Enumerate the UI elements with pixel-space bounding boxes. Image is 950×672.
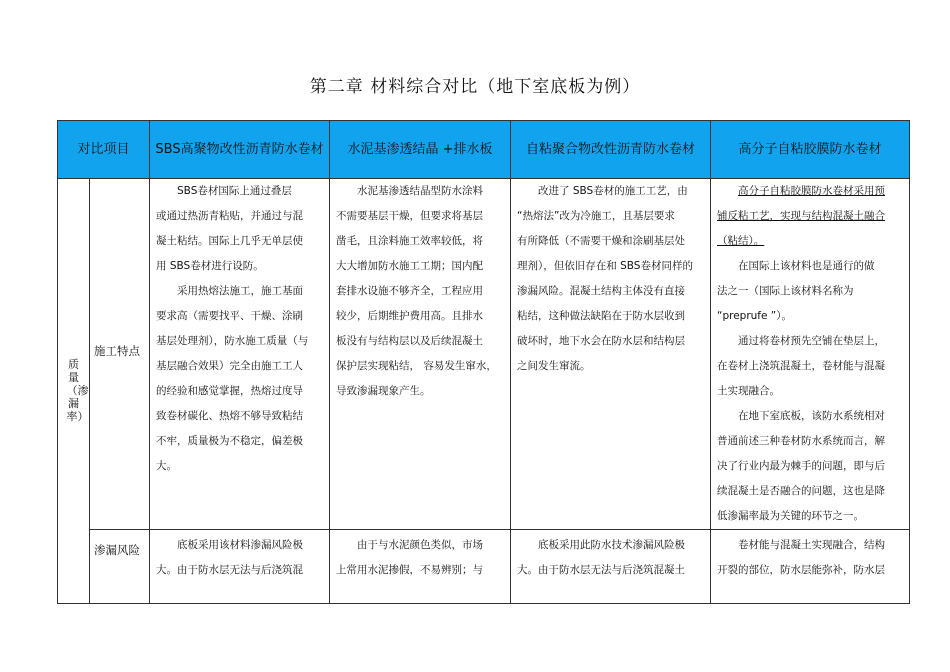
header-polymer: 高分子自粘胶膜防水卷材 [711, 121, 910, 179]
table-row [58, 179, 910, 530]
table-header-row [58, 121, 910, 179]
comparison-table [57, 120, 910, 604]
header-cement: 水泥基渗透结晶 +排水板 [330, 121, 511, 179]
header-self-adhesive: 自粘聚合物改性沥青防水卷材 [511, 121, 711, 179]
cell-sbs-construction: SBS卷材国际上通过叠层 或通过热沥青粘贴，并通过与混 凝土粘结。国际上几乎无单层使 用 SBS卷材进行设防。 采用热熔法施工，施工基面 要求高（需要找平、干燥、涂刷 基层处理剂），防水施工质量（与 基层融合效果）完全由施工工人 的经验和感觉掌握，热熔过度导 致卷材碳化、热熔不够导致粘结 不牢，质量极为不稳定，偏差极 大。 [150, 179, 330, 530]
cell-cement-risk: 由于与水泥颜色类似，市场 上常用水泥掺假，不易辨别；与 [330, 530, 511, 604]
category-label: 质量（渗漏率） [66, 358, 89, 423]
table-row [58, 530, 910, 604]
cell-polymer-construction: 高分子自粘胶膜防水卷材采用预 铺反粘工艺，实现与结构混凝土融合 （粘结）。 在国际上该材料也是通行的做 法之一（国际上该材料名称为 “preprufe ”）。 通过将卷材预先空铺在垫层上， 在卷材上浇筑混凝土，卷材能与混凝 土实现融合。 在地下室底板，该防水系统相对 普通前述三种卷材防水系统而言，解 决了行业内最为棘手的问题，即与后 续混凝土是否融合的问题，这也是降 低渗漏率最为关键的环节之一。 [711, 179, 910, 530]
cell-sbs-risk: 底板采用该材料渗漏风险极 大。由于防水层无法与后浇筑混 [150, 530, 330, 604]
category-cell [58, 179, 90, 604]
cell-self-adhesive-risk: 底板采用此防水技术渗漏风险极 大。由于防水层无法与后浇筑混凝土 [511, 530, 711, 604]
cell-cement-construction: 水泥基渗透结晶型防水涂料 不需要基层干燥，但要求将基层 凿毛，且涂料施工效率较低，将 大大增加防水施工工期；国内配 套排水设施不够齐全，工程应用 较少，后期维护费用高。且排水 板没有与结构层以及后续混凝土 保护层实现粘结， 容易发生窜水， 导致渗漏现象产生。 [330, 179, 511, 530]
row-label-construction: 施工特点 [90, 179, 150, 530]
row-label-leak-risk: 渗漏风险 [90, 530, 150, 604]
header-compare-item: 对比项目 [58, 121, 150, 179]
cell-self-adhesive-construction: 改进了 SBS卷材的施工工艺，由 “热熔法”改为冷施工，且基层要求 有所降低（不需要干燥和涂刷基层处 理剂），但依旧存在和 SBS卷材同样的 渗漏风险。混凝土结构主体没有直接 粘结，这种做法缺陷在于防水层收到 破坏时，地下水会在防水层和结构层 之间发生窜流。 [511, 179, 711, 530]
cell-polymer-risk: 卷材能与混凝土实现融合，结构 开裂的部位，防水层能弥补，防水层 [711, 530, 910, 604]
header-sbs: SBS高聚物改性沥青防水卷材 [150, 121, 330, 179]
page-title: 第二章 材料综合对比（地下室底板为例） [309, 77, 641, 97]
